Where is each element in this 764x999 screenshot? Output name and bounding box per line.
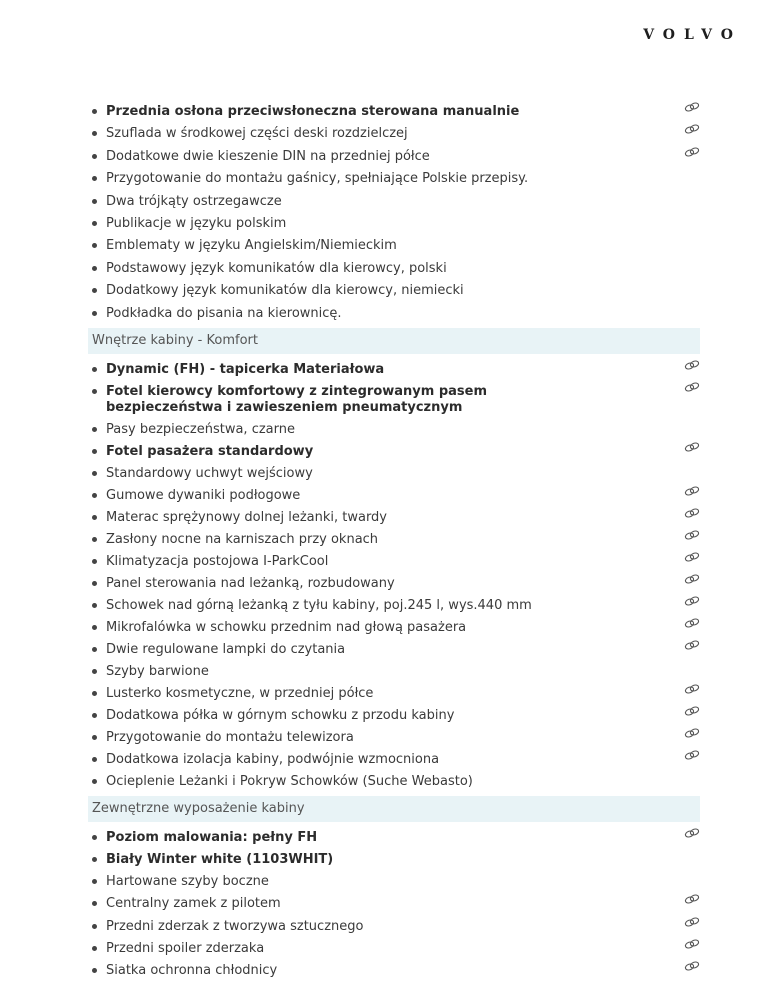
list-item — [88, 896, 700, 912]
bullet-icon — [92, 449, 97, 454]
list-item — [88, 708, 700, 724]
item-label: Biały Winter white (1103WHIT) — [106, 852, 334, 868]
item-label: Przedni spoiler zderzaka — [106, 940, 265, 956]
bullet-icon — [92, 647, 97, 652]
list-item — [88, 384, 700, 416]
link-icon[interactable] — [684, 639, 700, 651]
bullet-icon — [92, 288, 97, 293]
item-label: Materac sprężynowy dolnej leżanki, twardy — [106, 509, 388, 525]
bullet-icon — [92, 471, 97, 476]
bullet-icon — [92, 154, 97, 159]
link-icon[interactable] — [684, 551, 700, 563]
list-item — [88, 194, 700, 210]
bullet-icon — [92, 946, 97, 951]
section-header-exterior: Zewnętrzne wyposażenie kabiny — [88, 796, 700, 822]
bullet-icon — [92, 515, 97, 520]
bullet-icon — [92, 389, 97, 394]
link-icon[interactable] — [684, 101, 700, 113]
bullet-icon — [92, 835, 97, 840]
bullet-icon — [92, 857, 97, 862]
list-item — [88, 532, 700, 548]
link-icon[interactable] — [684, 441, 700, 453]
item-label: Ocieplenie Leżanki i Pokryw Schowków (Suche Webasto) — [106, 773, 473, 789]
item-label: Dodatkowa izolacja kabiny, podwójnie wzmocniona — [106, 751, 440, 767]
item-label: Emblematy w języku Angielskim/Niemieckim — [106, 238, 397, 254]
bullet-icon — [92, 266, 97, 271]
list-item — [88, 642, 700, 658]
link-icon[interactable] — [684, 938, 700, 950]
bullet-icon — [92, 924, 97, 929]
list-item — [88, 874, 700, 890]
bullet-icon — [92, 243, 97, 248]
link-icon[interactable] — [684, 705, 700, 717]
list-item — [88, 963, 700, 979]
item-label: Mikrofalówka w schowku przednim nad głową pasażera — [106, 619, 467, 635]
item-label: Dwa trójkąty ostrzegawcze — [106, 193, 282, 209]
item-label: Dodatkowe dwie kieszenie DIN na przedniej półce — [106, 148, 430, 164]
item-label: Dodatkowy język komunikatów dla kierowcy, niemiecki — [106, 283, 464, 299]
item-label: Schowek nad górną leżanką z tyłu kabiny, poj.245 l, wys.440 mm — [106, 597, 532, 613]
link-icon[interactable] — [684, 827, 700, 839]
item-label: Dodatkowa półka w górnym schowku z przodu kabiny — [106, 707, 455, 723]
link-icon[interactable] — [684, 573, 700, 585]
bullet-icon — [92, 625, 97, 630]
list-item — [88, 774, 700, 790]
bullet-icon — [92, 537, 97, 542]
list-item — [88, 216, 700, 232]
list-item — [88, 466, 700, 482]
bullet-icon — [92, 603, 97, 608]
bullet-icon — [92, 581, 97, 586]
bullet-icon — [92, 493, 97, 498]
item-label: Zasłony nocne na karniszach przy oknach — [106, 531, 379, 547]
item-label: Dynamic (FH) - tapicerka Materiałowa — [106, 361, 385, 377]
item-label: Siatka ochronna chłodnicy — [106, 963, 278, 979]
list-item — [88, 488, 700, 504]
exterior-items-list — [88, 830, 700, 979]
bullet-icon — [92, 367, 97, 372]
list-item — [88, 422, 700, 438]
list-item — [88, 620, 700, 636]
link-icon[interactable] — [684, 507, 700, 519]
bullet-icon — [92, 176, 97, 181]
bullet-icon — [92, 311, 97, 316]
item-label: Hartowane szyby boczne — [106, 874, 269, 890]
bullet-icon — [92, 109, 97, 114]
link-icon[interactable] — [684, 617, 700, 629]
link-icon[interactable] — [684, 683, 700, 695]
list-item — [88, 554, 700, 570]
general-items-list — [88, 104, 700, 322]
list-item — [88, 752, 700, 768]
list-item — [88, 941, 700, 957]
equipment-list — [88, 104, 700, 985]
link-icon[interactable] — [684, 123, 700, 135]
item-label: Podkładka do pisania na kierownicę. — [106, 305, 342, 321]
bullet-icon — [92, 427, 97, 432]
item-label: Gumowe dywaniki podłogowe — [106, 487, 301, 503]
link-icon[interactable] — [684, 381, 700, 393]
list-item — [88, 362, 700, 378]
bullet-icon — [92, 901, 97, 906]
item-label: Podstawowy język komunikatów dla kierowcy, polski — [106, 260, 447, 276]
bullet-icon — [92, 779, 97, 784]
item-label: Przednia osłona przeciwsłoneczna sterowana manualnie — [106, 104, 520, 119]
link-icon[interactable] — [684, 727, 700, 739]
list-item — [88, 149, 700, 165]
list-item — [88, 283, 700, 299]
item-label: Panel sterowania nad leżanką, rozbudowany — [106, 575, 395, 591]
item-label: Pasy bezpieczeństwa, czarne — [106, 421, 295, 437]
item-label: Szyby barwione — [106, 663, 209, 679]
bullet-icon — [92, 559, 97, 564]
section-header-interior: Wnętrze kabiny - Komfort — [88, 328, 700, 354]
list-item — [88, 126, 700, 142]
item-label: Klimatyzacja postojowa I-ParkCool — [106, 553, 329, 569]
item-label: Centralny zamek z pilotem — [106, 896, 281, 912]
list-item — [88, 664, 700, 680]
link-icon[interactable] — [684, 485, 700, 497]
list-item — [88, 686, 700, 702]
list-item — [88, 261, 700, 277]
bullet-icon — [92, 879, 97, 884]
list-item — [88, 171, 700, 187]
bullet-icon — [92, 221, 97, 226]
bullet-icon — [92, 131, 97, 136]
bullet-icon — [92, 669, 97, 674]
list-item — [88, 730, 700, 746]
list-item — [88, 598, 700, 614]
list-item — [88, 306, 700, 322]
list-item — [88, 104, 700, 120]
item-label: Fotel pasażera standardowy — [106, 443, 314, 459]
link-icon[interactable] — [684, 916, 700, 928]
bullet-icon — [92, 713, 97, 718]
list-item — [88, 238, 700, 254]
list-item — [88, 852, 700, 868]
list-item — [88, 919, 700, 935]
item-label: Szuflada w środkowej części deski rozdzielczej — [106, 126, 408, 142]
link-icon[interactable] — [684, 146, 700, 158]
link-icon[interactable] — [684, 960, 700, 972]
item-label: Lusterko kosmetyczne, w przedniej półce — [106, 685, 374, 701]
bullet-icon — [92, 968, 97, 973]
volvo-logo: VOLVO — [643, 27, 742, 43]
bullet-icon — [92, 199, 97, 204]
item-label: Fotel kierowcy komfortowy z zintegrowanym pasem bezpieczeństwa i zawieszeniem pneumatycznym — [106, 383, 488, 415]
link-icon[interactable] — [684, 749, 700, 761]
bullet-icon — [92, 757, 97, 762]
list-item — [88, 576, 700, 592]
link-icon[interactable] — [684, 359, 700, 371]
link-icon[interactable] — [684, 595, 700, 607]
item-label: Publikacje w języku polskim — [106, 215, 287, 231]
link-icon[interactable] — [684, 893, 700, 905]
bullet-icon — [92, 691, 97, 696]
list-item — [88, 444, 700, 460]
item-label: Przedni zderzak z tworzywa sztucznego — [106, 918, 364, 934]
list-item — [88, 510, 700, 526]
item-label: Dwie regulowane lampki do czytania — [106, 641, 346, 657]
link-icon[interactable] — [684, 529, 700, 541]
item-label: Przygotowanie do montażu gaśnicy, spełniające Polskie przepisy. — [106, 171, 529, 187]
bullet-icon — [92, 735, 97, 740]
interior-items-list — [88, 362, 700, 790]
list-item — [88, 830, 700, 846]
item-label: Poziom malowania: pełny FH — [106, 829, 318, 845]
item-label: Przygotowanie do montażu telewizora — [106, 729, 354, 745]
item-label: Standardowy uchwyt wejściowy — [106, 465, 313, 481]
